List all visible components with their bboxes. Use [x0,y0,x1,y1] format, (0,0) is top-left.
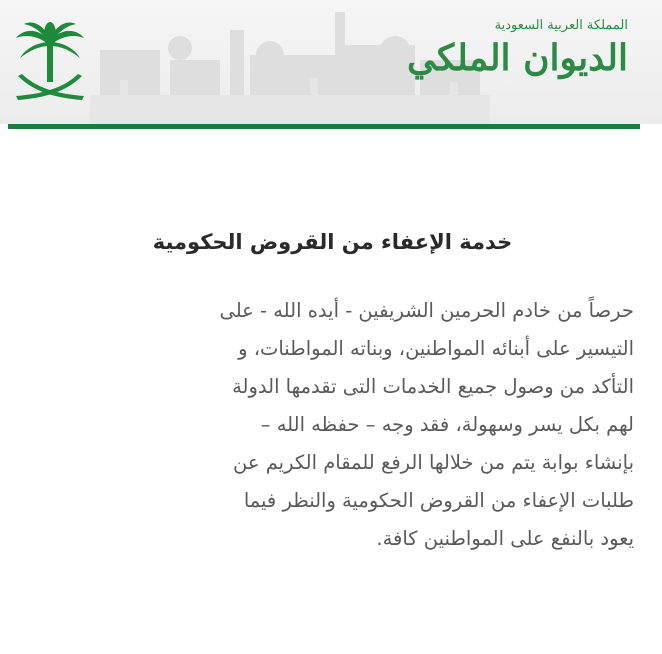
body-line: التيسير على أبنائه المواطنين، وبناته المواطنات، و [238,337,634,360]
header-banner [0,0,662,124]
logo-kingdom-text: المملكة العربية السعودية [494,18,628,33]
body-line: طلبات الإعفاء من القروض الحكومية والنظر فيما [243,489,634,512]
body-line: بإنشاء بوابة يتم من خلالها الرفع للمقام الكريم عن [233,451,634,474]
article-title: خدمة الإعفاء من القروض الحكومية [152,230,513,254]
body-line: حرصاً من خادم الحرمين الشريفين - أيده الله - على [219,299,634,322]
body-line: لهم بكل يسر وسهولة، فقد وجه – حفظه الله – [260,413,634,436]
royal-court-logo [406,18,628,80]
article-body [52,292,634,558]
header-divider [8,124,640,129]
body-line: يعود بالنفع على المواطنين كافة. [376,527,634,550]
logo-royal-court-text: الديوان الملكي [406,37,628,79]
body-line: التأكد من وصول جميع الخدمات التى تقدمها الدولة [232,375,634,398]
saudi-emblem-icon [12,18,88,104]
